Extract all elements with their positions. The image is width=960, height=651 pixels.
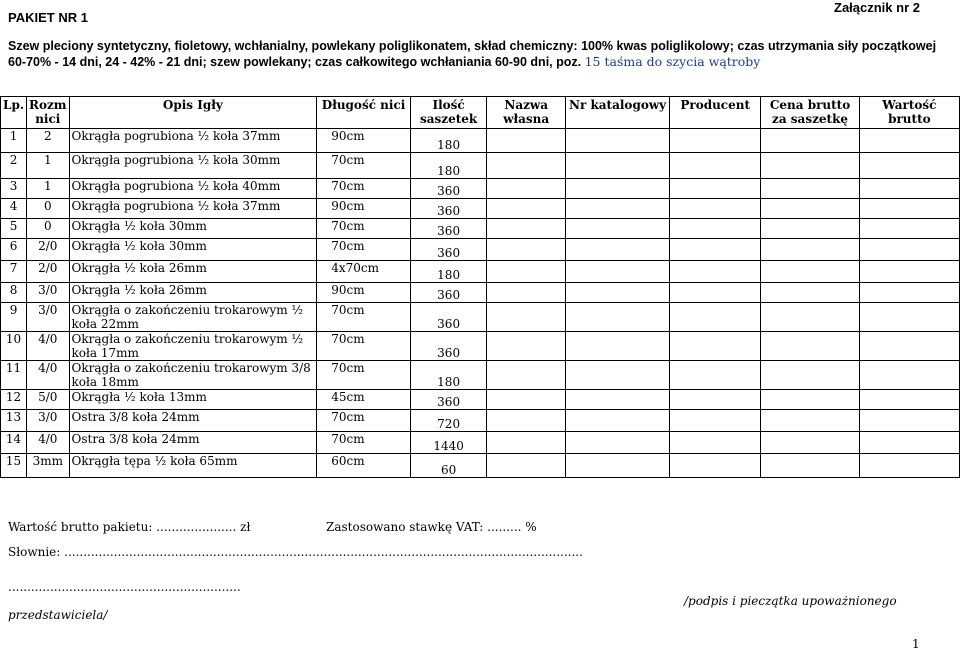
thread-size: 5/0 [27, 390, 70, 410]
column-header: Opis Igły [69, 97, 317, 129]
column-header: Długość nici [317, 97, 411, 129]
gross-value-cell [859, 332, 959, 361]
catalog-number-cell [566, 199, 670, 219]
table-row [1, 179, 960, 199]
sachet-quantity: 360 [410, 219, 486, 239]
gross-value-cell [859, 432, 959, 454]
column-header: Wartość brutto [859, 97, 959, 129]
sachet-quantity: 720 [410, 410, 486, 432]
needle-description: Okrągła o zakończeniu trokarowym ½ koła 22mm [69, 303, 317, 332]
row-number: 3 [1, 179, 27, 199]
unit-price-cell [761, 410, 859, 432]
catalog-number-cell [566, 261, 670, 283]
unit-price-cell [761, 283, 859, 303]
own-name-cell [487, 179, 566, 199]
row-number: 10 [1, 332, 27, 361]
producer-cell [670, 432, 761, 454]
thread-length: 70cm [317, 219, 411, 239]
catalog-number-cell [566, 432, 670, 454]
column-header: Producent [670, 97, 761, 129]
description-text: Szew pleciony syntetyczny, fioletowy, wchłanialny, powlekany poliglikonatem, skład chemiczny: 100% kwas poliglikolowy; czas utrzymania siły początkowej 60-70% - 14 dni, 24 - 42% - 21 dni; szew powlekany; czas całkowitego wchłaniania 60-90 dni, poz. [8, 39, 937, 69]
column-header: Rozm nici [27, 97, 70, 129]
producer-cell [670, 332, 761, 361]
sachet-quantity: 360 [410, 332, 486, 361]
thread-size: 2/0 [27, 261, 70, 283]
table-row [1, 432, 960, 454]
thread-size: 1 [27, 179, 70, 199]
thread-length: 90cm [317, 199, 411, 219]
thread-length: 70cm [317, 332, 411, 361]
catalog-number-cell [566, 283, 670, 303]
table-row [1, 390, 960, 410]
row-number: 12 [1, 390, 27, 410]
unit-price-cell [761, 361, 859, 390]
producer-cell [670, 261, 761, 283]
thread-size: 3/0 [27, 303, 70, 332]
producer-cell [670, 153, 761, 179]
row-number: 15 [1, 454, 27, 478]
thread-size: 3mm [27, 454, 70, 478]
sachet-quantity: 60 [410, 454, 486, 478]
own-name-cell [487, 390, 566, 410]
sachet-quantity: 180 [410, 153, 486, 179]
page-number: 1 [912, 637, 920, 651]
unit-price-cell [761, 199, 859, 219]
gross-value-cell [859, 219, 959, 239]
needle-description: Okrągła ½ koła 30mm [69, 239, 317, 261]
table-row [1, 153, 960, 179]
producer-cell [670, 410, 761, 432]
thread-size: 4/0 [27, 332, 70, 361]
table-row [1, 454, 960, 478]
thread-size: 2 [27, 129, 70, 153]
table-row [1, 283, 960, 303]
column-header: Cena brutto za saszetkę [761, 97, 859, 129]
table-row [1, 261, 960, 283]
own-name-cell [487, 239, 566, 261]
sachet-quantity: 1440 [410, 432, 486, 454]
gross-value-cell [859, 179, 959, 199]
unit-price-cell [761, 261, 859, 283]
thread-length: 70cm [317, 179, 411, 199]
gross-value-cell [859, 303, 959, 332]
producer-cell [670, 454, 761, 478]
package-title: PAKIET NR 1 [8, 10, 88, 25]
thread-size: 2/0 [27, 239, 70, 261]
gross-value-cell [859, 199, 959, 219]
column-header: Ilość saszetek [410, 97, 486, 129]
gross-value-cell [859, 410, 959, 432]
thread-size: 3/0 [27, 283, 70, 303]
attachment-label: Załącznik nr 2 [834, 0, 920, 15]
sachet-quantity: 180 [410, 129, 486, 153]
row-number: 1 [1, 129, 27, 153]
row-number: 6 [1, 239, 27, 261]
sachet-quantity: 360 [410, 239, 486, 261]
gross-value-cell [859, 454, 959, 478]
package-description [8, 39, 938, 70]
needle-description: Okrągła ½ koła 26mm [69, 283, 317, 303]
table-row [1, 361, 960, 390]
catalog-number-cell [566, 179, 670, 199]
sachet-quantity: 360 [410, 283, 486, 303]
thread-size: 4/0 [27, 361, 70, 390]
needle-description: Okrągła tępa ½ koła 65mm [69, 454, 317, 478]
row-number: 13 [1, 410, 27, 432]
producer-cell [670, 239, 761, 261]
thread-length: 90cm [317, 129, 411, 153]
signature-dots: ............................................................. [8, 580, 241, 594]
thread-length: 70cm [317, 432, 411, 454]
producer-cell [670, 390, 761, 410]
unit-price-cell [761, 179, 859, 199]
own-name-cell [487, 199, 566, 219]
items-table [0, 96, 960, 478]
thread-length: 70cm [317, 410, 411, 432]
gross-value-cell [859, 129, 959, 153]
table-row [1, 129, 960, 153]
row-number: 8 [1, 283, 27, 303]
sachet-quantity: 360 [410, 199, 486, 219]
needle-description: Okrągła ½ koła 13mm [69, 390, 317, 410]
table-header-row [1, 97, 960, 129]
row-number: 2 [1, 153, 27, 179]
own-name-cell [487, 283, 566, 303]
producer-cell [670, 219, 761, 239]
column-header: Lp. [1, 97, 27, 129]
thread-size: 0 [27, 199, 70, 219]
catalog-number-cell [566, 390, 670, 410]
thread-length: 90cm [317, 283, 411, 303]
thread-size: 1 [27, 153, 70, 179]
catalog-number-cell [566, 153, 670, 179]
unit-price-cell [761, 332, 859, 361]
vat-rate-line: Zastosowano stawkę VAT: ......... % [326, 520, 537, 534]
unit-price-cell [761, 454, 859, 478]
description-highlight: 15 taśma do szycia wątroby [584, 54, 761, 69]
own-name-cell [487, 410, 566, 432]
table-row [1, 219, 960, 239]
sachet-quantity: 360 [410, 390, 486, 410]
unit-price-cell [761, 129, 859, 153]
thread-length: 70cm [317, 361, 411, 390]
needle-description: Okrągła pogrubiona ½ koła 37mm [69, 199, 317, 219]
needle-description: Okrągła o zakończeniu trokarowym ½ koła 17mm [69, 332, 317, 361]
representative-label: przedstawiciela/ [8, 608, 108, 622]
gross-value-cell [859, 239, 959, 261]
gross-value-cell [859, 283, 959, 303]
catalog-number-cell [566, 332, 670, 361]
gross-value-cell [859, 153, 959, 179]
own-name-cell [487, 454, 566, 478]
catalog-number-cell [566, 239, 670, 261]
amount-in-words-line: Słownie: ........................................................................................................................................ [8, 545, 583, 559]
unit-price-cell [761, 390, 859, 410]
thread-length: 70cm [317, 239, 411, 261]
own-name-cell [487, 332, 566, 361]
row-number: 9 [1, 303, 27, 332]
needle-description: Okrągła pogrubiona ½ koła 40mm [69, 179, 317, 199]
thread-size: 0 [27, 219, 70, 239]
own-name-cell [487, 219, 566, 239]
sachet-quantity: 360 [410, 179, 486, 199]
needle-description: Okrągła pogrubiona ½ koła 30mm [69, 153, 317, 179]
producer-cell [670, 283, 761, 303]
unit-price-cell [761, 153, 859, 179]
row-number: 5 [1, 219, 27, 239]
unit-price-cell [761, 303, 859, 332]
gross-value-cell [859, 261, 959, 283]
producer-cell [670, 361, 761, 390]
row-number: 14 [1, 432, 27, 454]
unit-price-cell [761, 432, 859, 454]
producer-cell [670, 179, 761, 199]
gross-value-cell [859, 390, 959, 410]
row-number: 4 [1, 199, 27, 219]
own-name-cell [487, 129, 566, 153]
thread-length: 45cm [317, 390, 411, 410]
thread-length: 60cm [317, 454, 411, 478]
catalog-number-cell [566, 410, 670, 432]
sachet-quantity: 360 [410, 303, 486, 332]
table-row [1, 410, 960, 432]
needle-description: Ostra 3/8 koła 24mm [69, 432, 317, 454]
row-number: 11 [1, 361, 27, 390]
own-name-cell [487, 361, 566, 390]
catalog-number-cell [566, 129, 670, 153]
thread-length: 4x70cm [317, 261, 411, 283]
needle-description: Okrągła pogrubiona ½ koła 37mm [69, 129, 317, 153]
producer-cell [670, 303, 761, 332]
thread-size: 3/0 [27, 410, 70, 432]
catalog-number-cell [566, 454, 670, 478]
thread-length: 70cm [317, 153, 411, 179]
column-header: Nazwa własna [487, 97, 566, 129]
sachet-quantity: 180 [410, 361, 486, 390]
catalog-number-cell [566, 303, 670, 332]
producer-cell [670, 199, 761, 219]
thread-length: 70cm [317, 303, 411, 332]
table-row [1, 303, 960, 332]
own-name-cell [487, 432, 566, 454]
signature-label: /podpis i pieczątka upoważnionego [684, 594, 897, 608]
needle-description: Ostra 3/8 koła 24mm [69, 410, 317, 432]
needle-description: Okrągła ½ koła 30mm [69, 219, 317, 239]
sachet-quantity: 180 [410, 261, 486, 283]
needle-description: Okrągła ½ koła 26mm [69, 261, 317, 283]
catalog-number-cell [566, 219, 670, 239]
table-row [1, 332, 960, 361]
table-row [1, 239, 960, 261]
column-header: Nr katalogowy [566, 97, 670, 129]
own-name-cell [487, 153, 566, 179]
package-value-line: Wartość brutto pakietu: ..................... zł [8, 520, 251, 534]
catalog-number-cell [566, 361, 670, 390]
table-row [1, 199, 960, 219]
producer-cell [670, 129, 761, 153]
gross-value-cell [859, 361, 959, 390]
unit-price-cell [761, 239, 859, 261]
row-number: 7 [1, 261, 27, 283]
unit-price-cell [761, 219, 859, 239]
needle-description: Okrągła o zakończeniu trokarowym 3/8 koła 18mm [69, 361, 317, 390]
own-name-cell [487, 303, 566, 332]
own-name-cell [487, 261, 566, 283]
thread-size: 4/0 [27, 432, 70, 454]
